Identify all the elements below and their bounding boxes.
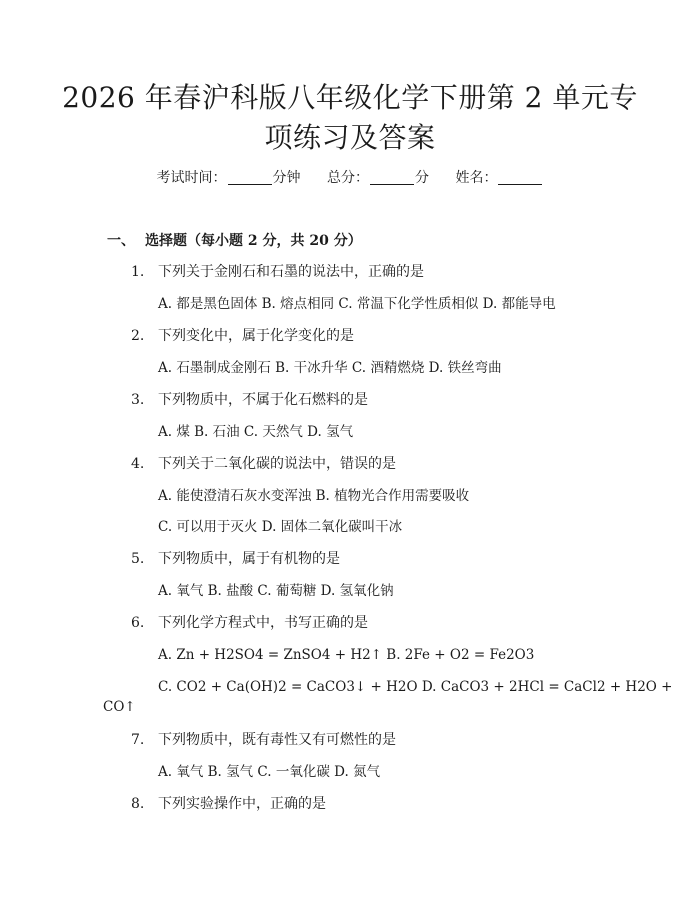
- title-line-1: 2026 年春沪科版八年级化学下册第 2 单元专: [62, 81, 638, 114]
- question-options: A. 都是黑色固体 B. 熔点相同 C. 常温下化学性质相似 D. 都能导电: [158, 296, 556, 312]
- question-text: 下列关于二氧化碳的说法中，错误的是: [158, 456, 396, 472]
- name-blank: [498, 170, 542, 185]
- document-title: [0, 78, 700, 158]
- question-number: 6.: [131, 615, 145, 631]
- time-blank: [228, 170, 272, 185]
- question-number: 5.: [131, 551, 145, 567]
- question-number: 3.: [131, 392, 145, 408]
- question-options: A. 能使澄清石灰水变浑浊 B. 植物光合作用需要吸收: [158, 488, 470, 504]
- score-blank: [370, 170, 414, 185]
- question-options: A. 煤 B. 石油 C. 天然气 D. 氢气: [158, 424, 354, 440]
- question-text: 下列变化中，属于化学变化的是: [158, 328, 354, 344]
- question-number: 4.: [131, 456, 145, 472]
- exam-meta: [0, 168, 700, 188]
- question-options: C. 可以用于灭火 D. 固体二氧化碳叫干冰: [158, 519, 403, 535]
- score-label: 总分：: [327, 170, 369, 186]
- question-number: 8.: [131, 796, 145, 812]
- question-text: 下列化学方程式中，书写正确的是: [158, 615, 368, 631]
- question-options: A. 氧气 B. 氢气 C. 一氧化碳 D. 氮气: [158, 764, 381, 780]
- question-options-wrap: CO↑: [103, 699, 136, 715]
- question-number: 2.: [131, 328, 145, 344]
- question-options: A. Zn + H2SO4 = ZnSO4 + H2↑ B. 2Fe + O2 = Fe2O3: [158, 647, 535, 663]
- question-number: 7.: [131, 732, 145, 748]
- question-options: C. CO2 + Ca(OH)2 = CaCO3↓ + H2O D. CaCO3 + 2HCl = CaCl2 + H2O +: [158, 679, 673, 695]
- section-heading: [107, 231, 362, 251]
- title-line-2: 项练习及答案: [264, 121, 436, 154]
- question-text: 下列物质中，不属于化石燃料的是: [158, 392, 368, 408]
- question-text: 下列关于金刚石和石墨的说法中，正确的是: [158, 264, 424, 280]
- score-unit: 分: [415, 170, 429, 186]
- name-label: 姓名：: [455, 170, 498, 186]
- section-title: 选择题（每小题 2 分，共 20 分）: [145, 233, 362, 249]
- question-text: 下列实验操作中，正确的是: [158, 796, 326, 812]
- question-number: 1.: [131, 264, 145, 280]
- question-options: A. 氧气 B. 盐酸 C. 葡萄糖 D. 氢氧化钠: [158, 583, 394, 599]
- question-text: 下列物质中，属于有机物的是: [158, 551, 340, 567]
- section-number: 一、: [107, 233, 135, 249]
- question-text: 下列物质中，既有毒性又有可燃性的是: [158, 732, 396, 748]
- time-label: 考试时间：: [156, 170, 227, 186]
- question-options: A. 石墨制成金刚石 B. 干冰升华 C. 酒精燃烧 D. 铁丝弯曲: [158, 360, 502, 376]
- time-unit: 分钟: [272, 170, 301, 186]
